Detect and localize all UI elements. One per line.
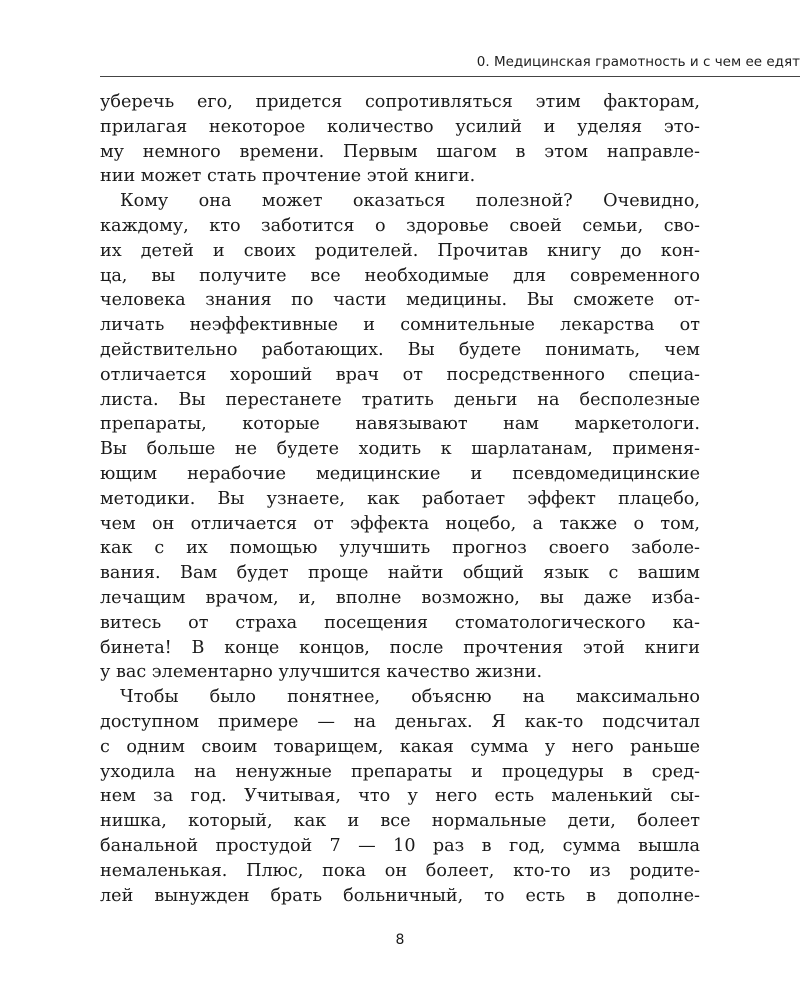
text-line: их детей и своих родителей. Прочитав книгу до кон- bbox=[100, 240, 700, 261]
text-line: бинета! В конце концов, после прочтения этой книги bbox=[100, 637, 700, 658]
header-divider bbox=[100, 76, 800, 77]
text-line: действительно работающих. Вы будете понимать, чем bbox=[100, 339, 700, 360]
text-line: Кому она может оказаться полезной? Очевидно, bbox=[120, 191, 700, 212]
text-line: му немного времени. Первым шагом в этом направле- bbox=[100, 141, 700, 162]
paragraph-2 bbox=[100, 189, 700, 685]
text-line: чем он отличается от эффекта ноцебо, а также о том, bbox=[100, 513, 700, 534]
text-line: препараты, которые навязывают нам маркетологи. bbox=[100, 414, 700, 435]
page-number: 8 bbox=[395, 932, 405, 948]
text-line: банальной простудой 7 — 10 раз в год, сумма вышла bbox=[100, 835, 700, 856]
text-line: лей вынужден брать больничный, то есть в дополне- bbox=[100, 885, 700, 906]
body-text bbox=[100, 90, 700, 908]
text-line: у вас элементарно улучшится качество жизни. bbox=[100, 662, 543, 683]
text-line: методики. Вы узнаете, как работает эффект плацебо, bbox=[100, 488, 700, 509]
text-line: Чтобы было понятнее, объясню на максимально bbox=[120, 687, 700, 708]
text-line: каждому, кто заботится о здоровье своей семьи, сво- bbox=[100, 215, 700, 236]
paragraph-3 bbox=[100, 685, 700, 908]
text-line: витесь от страха посещения стоматологического ка- bbox=[100, 612, 700, 633]
paragraph-1 bbox=[100, 90, 700, 189]
text-line: как с их помощью улучшить прогноз своего заболе- bbox=[100, 538, 700, 559]
text-line: уберечь его, придется сопротивляться этим факторам, bbox=[100, 92, 700, 112]
running-header bbox=[100, 53, 800, 75]
text-line: ца, вы получите все необходимые для современного bbox=[100, 265, 700, 286]
text-line: вания. Вам будет проще найти общий язык с вашим bbox=[100, 563, 700, 584]
text-line: личать неэффективные и сомнительные лекарства от bbox=[100, 315, 700, 336]
text-line: нишка, который, как и все нормальные дети, болеет bbox=[100, 811, 700, 832]
text-line: доступном примере — на деньгах. Я как-то подсчитал bbox=[100, 711, 700, 732]
text-line: с одним своим товарищем, какая сумма у него раньше bbox=[100, 736, 700, 757]
text-line: нем за год. Учитывая, что у него есть маленький сы- bbox=[100, 786, 700, 807]
text-line: нии может стать прочтение этой книги. bbox=[100, 166, 476, 187]
text-line: человека знания по части медицины. Вы сможете от- bbox=[100, 290, 700, 311]
text-line: Вы больше не будете ходить к шарлатанам, применя- bbox=[100, 439, 700, 460]
text-line: отличается хороший врач от посредственного специа- bbox=[100, 364, 700, 385]
text-line: лечащим врачом, и, вполне возможно, вы даже изба- bbox=[100, 587, 700, 608]
running-header-title: 0. Медицинская грамотность и с чем ее едят bbox=[476, 54, 800, 70]
text-line: ющим нерабочие медицинские и псевдомедицинские bbox=[100, 463, 700, 484]
text-line: уходила на ненужные препараты и процедуры в сред- bbox=[100, 761, 700, 782]
text-line: немаленькая. Плюс, пока он болеет, кто-то из родите- bbox=[100, 860, 700, 881]
text-line: прилагая некоторое количество усилий и уделяя это- bbox=[100, 116, 700, 137]
text-line: листа. Вы перестанете тратить деньги на бесполезные bbox=[100, 389, 700, 410]
